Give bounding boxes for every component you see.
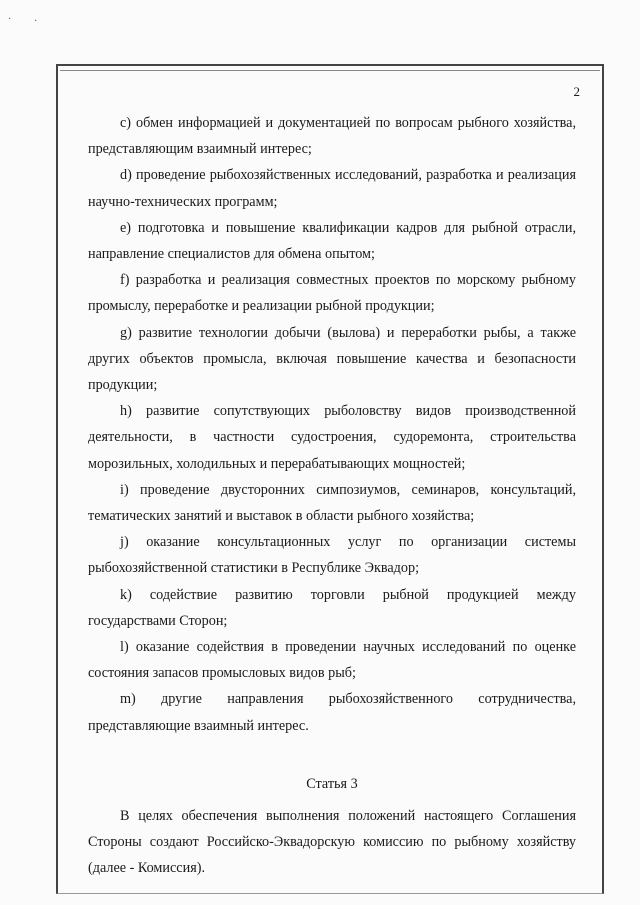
- frame-line: [60, 70, 600, 71]
- scan-speck: ·: [34, 16, 38, 27]
- list-item: c) обмен информацией и документацией по вопросам рыбного хозяйства, представляющим взаимный интерес;: [88, 115, 576, 158]
- document-body: [88, 110, 576, 882]
- article-title: Статья 3: [306, 775, 358, 792]
- list-item: d) проведение рыбохозяйственных исследований, разработка и реализация научно-технических программ;: [88, 167, 576, 210]
- article-text: В целях обеспечения выполнения положений настоящего Соглашения Стороны создают Российско-Эквадорскую комиссию по рыбному хозяйству (далее - Комиссия).: [88, 808, 576, 877]
- list-item: l) оказание содействия в проведении научных исследований по оценке состояния запасов промысловых видов рыб;: [88, 639, 576, 682]
- list-item: e) подготовка и повышение квалификации кадров для рыбной отрасли, направление специалистов для обмена опытом;: [88, 219, 576, 263]
- list-item: m) другие направления рыбохозяйственного сотрудничества, представляющие взаимный интерес.: [88, 691, 576, 734]
- list-item: h) развитие сопутствующих рыболовству видов производственной деятельности, в частности судостроения, судоремонта, строительства морозильных, холодильных и перерабатывающих мощностей;: [88, 403, 576, 472]
- list-item: g) развитие технологии добычи (вылова) и переработки рыбы, а также других объектов промысла, включая повышение качества и безопасности продукции;: [88, 324, 576, 394]
- list-item: f) разработка и реализация совместных проектов по морскому рыбному промыслу, переработке и реализации рыбной продукции;: [88, 272, 576, 315]
- list-item: i) проведение двусторонних симпозиумов, семинаров, консультаций, тематических занятий и выставок в области рыбного хозяйства;: [88, 481, 576, 525]
- list-item: j) оказание консультационных услуг по организации системы рыбохозяйственной статистики в Республике Эквадор;: [88, 534, 576, 577]
- list-item: k) содействие развитию торговли рыбной продукцией между государствами Сторон;: [88, 586, 576, 629]
- scan-speck: ·: [8, 14, 12, 25]
- page-number: 2: [573, 84, 580, 99]
